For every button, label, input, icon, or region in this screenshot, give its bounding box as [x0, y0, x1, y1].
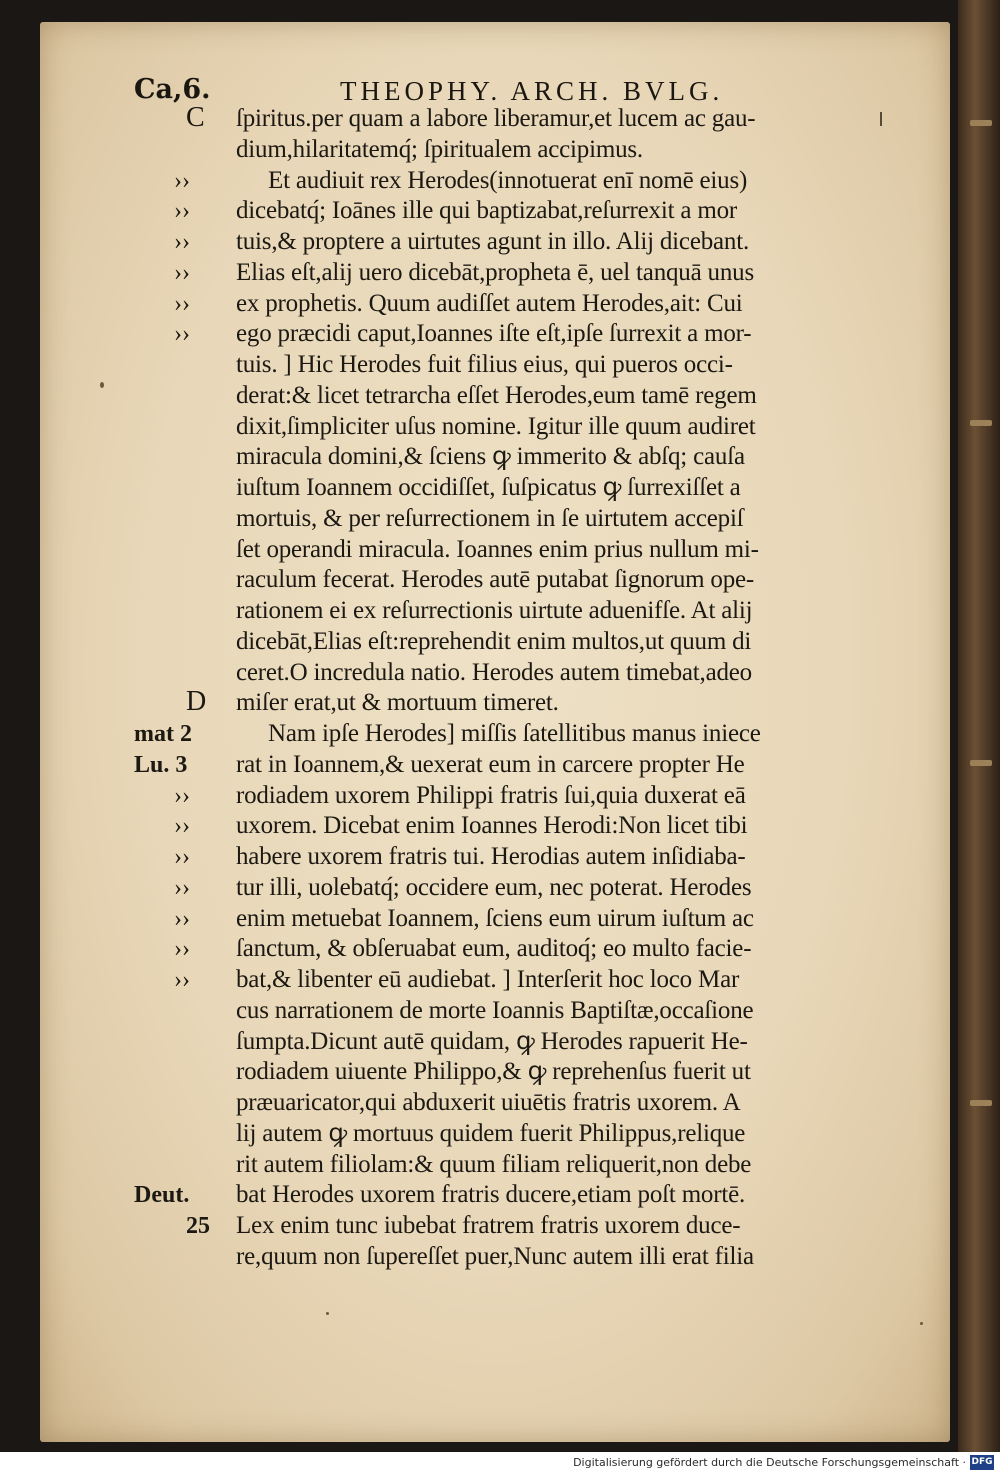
- text-line: Et audiuit rex Herodes(innotuerat enī nomē eius): [268, 166, 748, 194]
- text-line: tuis,& proptere a uirtutes agunt in illo. Alij dicebant.: [236, 228, 750, 255]
- text-line: dicebāt,Elias eſt:reprehendit enim multos,ut quum di: [236, 627, 752, 655]
- text-line: lij autem ꝙ mortuus quidem fuerit Philippus,relique: [236, 1119, 746, 1147]
- text-line: mortuis, & per reſurrectionem in ſe uirtutem accepiſ: [236, 504, 744, 532]
- text-line: ſet operandi miracula. Ioannes enim prius nullum mi-: [236, 535, 759, 563]
- text-line: Elias eſt,alij uero dicebāt,propheta ē, uel tanquā unus: [236, 258, 754, 286]
- text-line: ego præcidi caput,Ioannes iſte eſt,ipſe ſurrexit a mor-: [236, 320, 752, 348]
- running-title: THEOPHY. ARCH. BVLG.: [340, 76, 724, 106]
- margin-note: C: [186, 102, 205, 133]
- quote-mark: ››: [174, 936, 190, 963]
- text-line: tur illi, uolebatq́; occidere eum, nec poterat. Herodes: [236, 873, 752, 901]
- quote-mark: ››: [174, 321, 190, 348]
- quote-mark: ››: [174, 229, 190, 255]
- quote-mark: ››: [174, 198, 190, 225]
- main-text-block: [236, 104, 936, 1273]
- digitization-credit: Digitalisierung gefördert durch die Deutsche Forschungsgemeinschaft ·: [573, 1456, 966, 1469]
- quote-mark: ››: [174, 259, 190, 286]
- text-line: enim metuebat Ioannem, ſciens eum uirum iuſtum ac: [236, 904, 754, 932]
- quote-mark: ››: [174, 844, 190, 870]
- text-line: rit autem filiolam:& quum filiam reliquerit,non debe: [236, 1150, 752, 1178]
- text-line: ſpiritus.per quam a labore liberamur,et lucem ac gau-: [236, 105, 756, 132]
- text-line: uxorem. Dicebat enim Ioannes Herodi:Non licet tibi: [236, 812, 748, 840]
- text-line: cus narrationem de morte Ioannis Baptiſtæ,occaſione: [236, 996, 754, 1024]
- text-line: ſumpta.Dicunt autē quidam, ꝙ Herodes rapuerit He-: [236, 1027, 748, 1055]
- text-line: rationem ei ex reſurrectionis uirtute aduenifſe. At alij: [236, 597, 753, 624]
- text-line: Lex enim tunc iubebat fratrem fratris uxorem duce-: [236, 1212, 741, 1239]
- text-line: iuſtum Ioannem occidiſſet, ſuſpicatus ꝙ ſurrexiſſet a: [236, 474, 741, 501]
- text-line: rat in Ioannem,& uexerat eum in carcere propter He: [236, 750, 745, 778]
- text-line: præuaricator,qui abduxerit uiuētis fratris uxorem. A: [236, 1089, 741, 1116]
- footer-banner: [0, 1452, 1000, 1474]
- margin-note: Lu. 3: [134, 751, 188, 778]
- margin-note: 25: [186, 1213, 210, 1239]
- quote-mark: ››: [174, 290, 190, 317]
- margin-note: mat 2: [134, 721, 192, 747]
- text-line: ex prophetis. Quum audiſſet autem Herodes,ait: Cui: [236, 289, 743, 317]
- text-line: miſer erat,ut & mortuum timeret.: [236, 689, 559, 717]
- text-line: tuis. ] Hic Herodes fuit filius eius, qui pueros occi-: [236, 351, 733, 378]
- text-line: dium,hilaritatemq́; ſpiritualem accipimus.: [236, 135, 643, 163]
- book-spine: [958, 0, 1000, 1452]
- quote-mark: ››: [174, 905, 190, 932]
- quote-mark: ››: [174, 967, 190, 993]
- text-line: miracula domini,& ſciens ꝙ immerito & abſq; cauſa: [236, 443, 745, 471]
- dfg-logo: DFG: [970, 1455, 994, 1470]
- text-line: Nam ipſe Herodes] miſſis ſatellitibus manus iniece: [268, 720, 761, 747]
- text-line: rodiadem uxorem Philippi fratris ſui,quia duxerat eā: [236, 781, 746, 809]
- margin-note: Deut.: [134, 1182, 190, 1209]
- quote-mark: ››: [174, 874, 190, 901]
- text-line: ceret.O incredula natio. Herodes autem timebat,adeo: [236, 658, 752, 686]
- quote-mark: ››: [174, 167, 190, 194]
- quote-mark: ››: [174, 782, 190, 809]
- text-line: habere uxorem fratris tui. Herodias autem inſidiaba-: [236, 843, 746, 870]
- text-line: rodiadem uiuente Philippo,& ꝙ reprehenſus fuerit ut: [236, 1058, 751, 1086]
- text-line: bat Herodes uxorem fratris ducere,etiam poſt mortē.: [236, 1181, 746, 1209]
- text-line: dicebatq́; Ioānes ille qui baptizabat,reſurrexit a mor: [236, 197, 737, 225]
- margin-note: D: [186, 686, 207, 718]
- text-line: re,quum non ſupereſſet puer,Nunc autem illi erat filia: [236, 1242, 754, 1270]
- text-line: ſanctum, & obſeruabat eum, auditoq́; eo multo facie-: [236, 935, 752, 963]
- text-line: dixit,ſimpliciter uſus nomine. Igitur ille quum audiret: [236, 412, 756, 440]
- chapter-marker: Ca,6.: [134, 74, 211, 105]
- text-line: bat,& libenter eū audiebat. ] Interſerit hoc loco Mar: [236, 966, 740, 993]
- text-line: derat:& licet tetrarcha eſſet Herodes,eum tamē regem: [236, 381, 757, 409]
- quote-mark: ››: [174, 813, 190, 840]
- text-line: raculum fecerat. Herodes autē putabat ſignorum ope-: [236, 566, 755, 594]
